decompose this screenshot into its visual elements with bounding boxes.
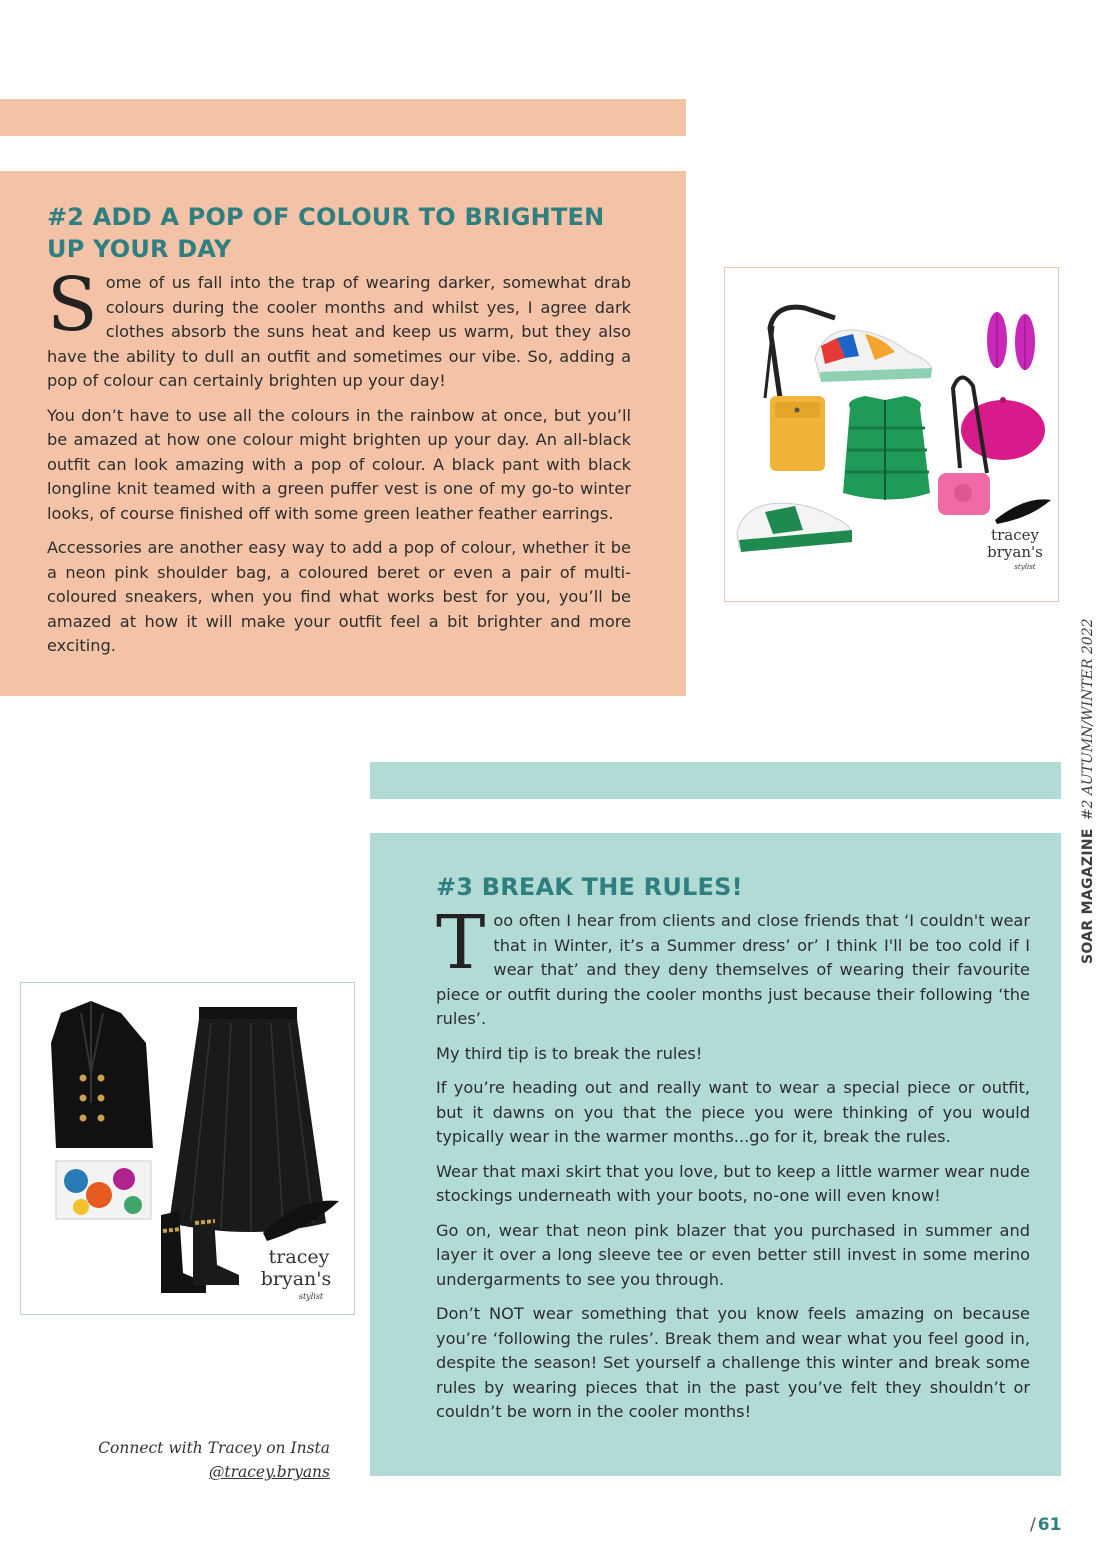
logo-tracey: tracey <box>991 526 1039 544</box>
logo-bryans: bryan's <box>260 1268 332 1290</box>
credit-line: Connect with Tracey on Insta <box>98 1439 330 1457</box>
section-2-paragraph-3: Accessories are another easy way to add a pop of colour, whether it be a neon pink shoulder bag, a coloured beret or even a pair of multi-coloured sneakers, when you find what works best for you, you’ll be amazed at how it will make your outfit feel a bit brighter and more exciting. <box>47 538 631 655</box>
feather-icon <box>995 499 1051 524</box>
section-3-panel <box>370 833 1061 1476</box>
accessories-collage-image <box>724 267 1059 602</box>
section-3-paragraph-1: Too often I hear from clients and close friends that ‘I couldn't wear that in Winter, it’s a Summer dress’ or’ I think I'll be too cold if I wear that’ and they deny themselves of wearing their favourite piece or outfit during the cooler months just because their following ‘the rules’. <box>436 900 1030 1028</box>
magazine-name: SOAR MAGAZINE <box>1080 828 1096 964</box>
logo-bryans: bryan's <box>987 543 1043 561</box>
magazine-sidebar <box>1076 610 1110 970</box>
black-outfit-collage-image <box>20 982 355 1315</box>
section-2-panel <box>0 171 686 696</box>
section-3-heading: #3 BREAK THE RULES! <box>436 873 743 901</box>
green-puffer-vest <box>843 396 930 500</box>
peach-accent-bar <box>0 99 686 136</box>
logo-stylist: stylist <box>1014 563 1036 571</box>
section-3-paragraph-3: If you’re heading out and really want to wear a special piece or outfit, but it dawns on you that the piece you were thinking of you would typically wear in the warmer months...go for it, break the rules. <box>436 1078 1030 1146</box>
issue-label: #2 AUTUMN/WINTER 2022 <box>1080 618 1096 821</box>
instagram-handle-link[interactable]: @tracey.bryans <box>208 1463 330 1481</box>
dropcap-s: S <box>47 262 98 348</box>
section-2-paragraph-2: You don’t have to use all the colours in the rainbow at once, but you’ll be amazed at how one colour might brighten up your day. An all-black outfit can look amazing with a pop of colour. A black pant with black longline knit teamed with a green puffer vest is one of my go-to winter looks, of course finished off with some green leather feather earrings. <box>47 405 631 523</box>
skirt-waistband <box>199 1007 297 1019</box>
mint-accent-bar <box>370 762 1061 799</box>
section-2-body <box>47 262 631 659</box>
section-3-paragraph-2: My third tip is to break the rules! <box>436 1043 703 1063</box>
instagram-credit <box>40 1436 330 1484</box>
logo-tracey: tracey <box>268 1246 330 1268</box>
section-3-paragraph-4: Wear that maxi skirt that you love, but to keep a little warmer wear nude stockings underneath with your boots, no-one will even know! <box>436 1161 1030 1205</box>
section-3-paragraph-5: Go on, wear that neon pink blazer that you purchased in summer and layer it over a long sleeve tee or even better still invest in some merino undergarments to see you through. <box>436 1220 1030 1289</box>
accessories-collage-illustration <box>725 268 1058 601</box>
section-2-paragraph-1: Some of us fall into the trap of wearing darker, somewhat drab colours during the cooler months and whilst yes, I agree dark clothes absorb the suns heat and keep us warm, but they also have the ability to dull an outfit and sometimes our vibe. So, adding a pop of colour can certainly brighten up your day! <box>47 262 631 390</box>
logo-stylist: stylist <box>298 1292 324 1301</box>
section-2-heading: #2 ADD A POP OF COLOUR TO BRIGHTEN UP YOUR DAY <box>47 203 605 263</box>
dropcap-t: T <box>436 900 486 986</box>
black-outfit-illustration <box>21 983 354 1314</box>
section-3-paragraph-6: Don’t NOT wear something that you know feels amazing on because you’re ‘following the rules’. Break them and wear what you feel good in, despite the season! Set yourself a challenge this winter and break some rules by wearing pieces that in the past you’ve felt they shouldn’t or couldn’t be worn in the cooler months! <box>436 1304 1030 1421</box>
page-number: / 61 <box>1030 1515 1062 1535</box>
pink-beret <box>961 400 1045 460</box>
section-3-body <box>436 900 1030 1425</box>
